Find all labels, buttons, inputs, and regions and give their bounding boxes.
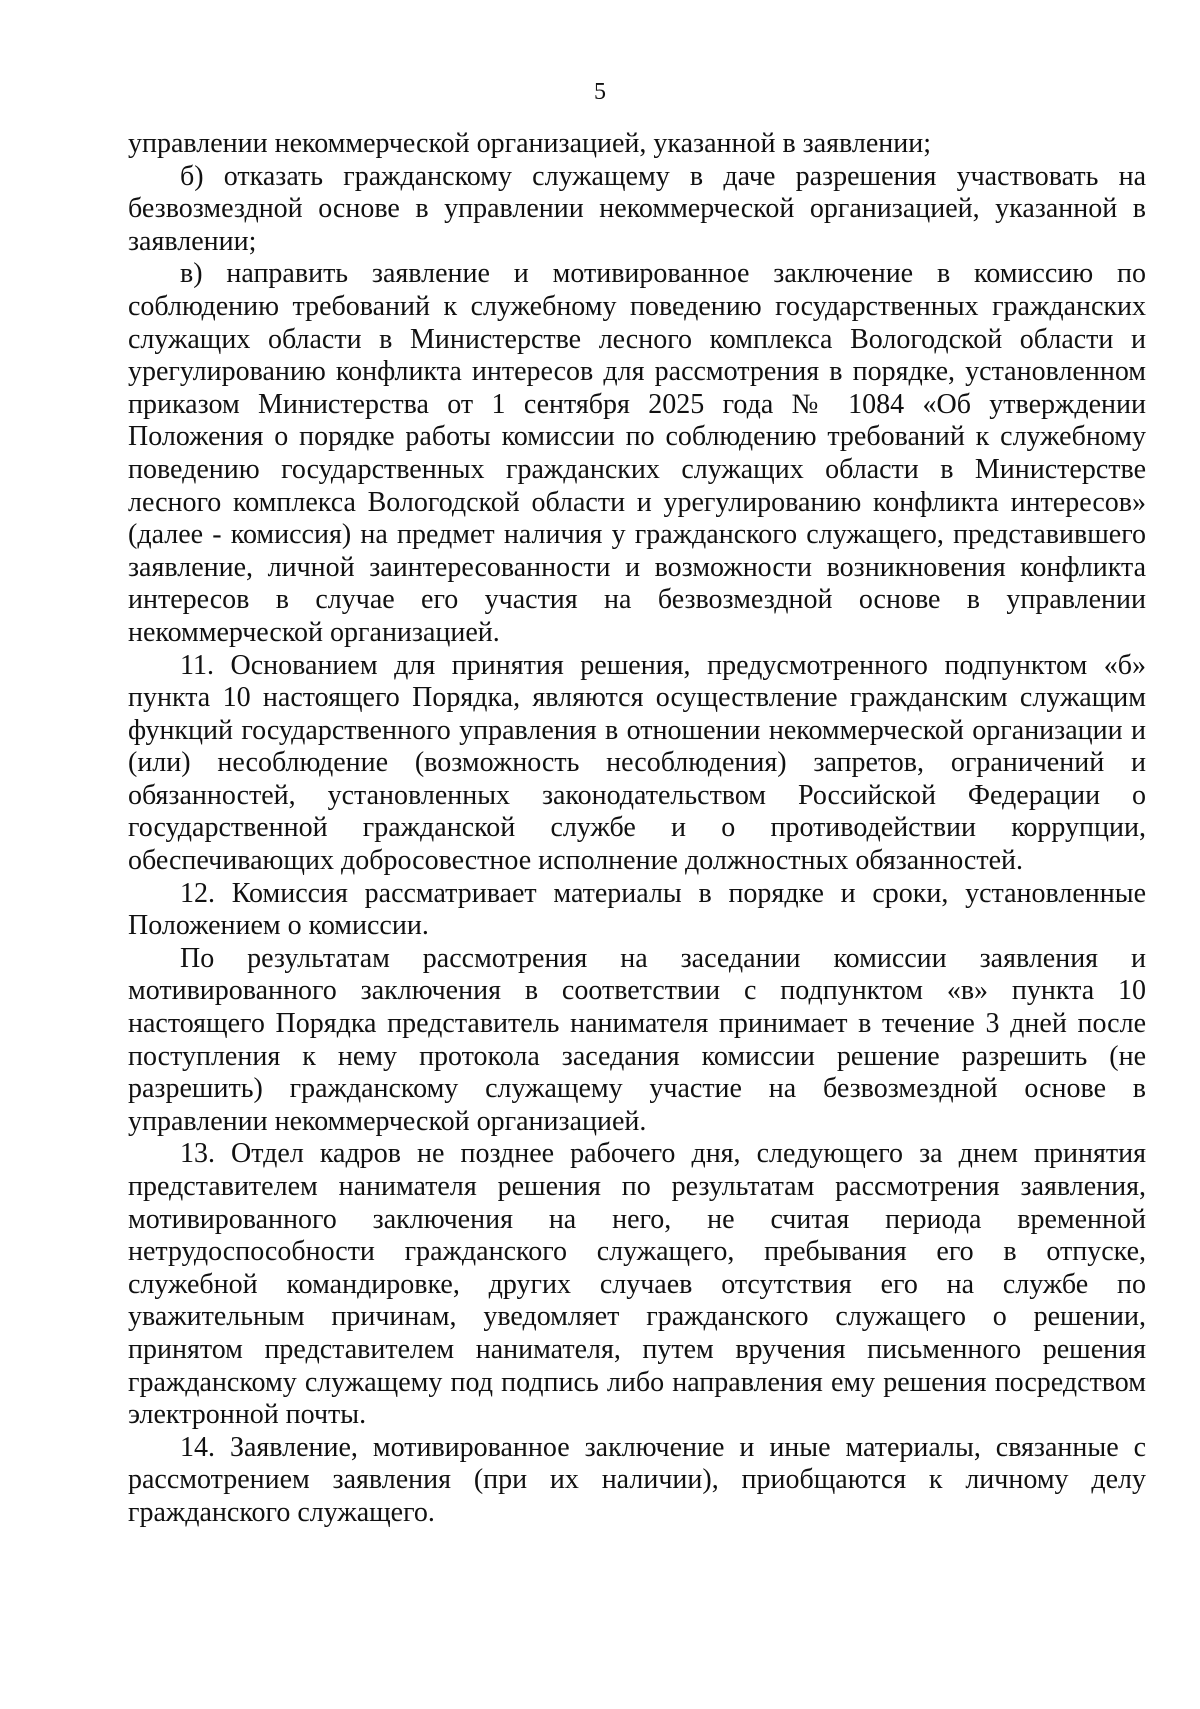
paragraph-subitem-v: в) направить заявление и мотивированное заключение в комиссию по соблюдению требований к служебному поведению государственных гражданских служащих области в Министерстве лесного комплекса Вологодской области и урегулированию конфликта интересов для рассмотрения в порядке, установленном приказом Министерства от 1 сентября 2025 года № 1084 «Об утверждении Положения о порядке работы комиссии по соблюдению требований к служебному поведению государственных гражданских служащих области в Министерстве лесного комплекса Вологодской области и урегулированию конфликта интересов» (далее - комиссия) на предмет наличия у гражданского служащего, представившего заявление, личной заинтересованности и возможности возникновения конфликта интересов в случае его участия на безвозмездной основе в управлении некоммерческой организацией. bbox=[128, 258, 1146, 648]
paragraph-item-13: 13. Отдел кадров не позднее рабочего дня, следующего за днем принятия представителем нанимателя решения по результатам рассмотрения заявления, мотивированного заключения на него, не считая периода временной нетрудоспособности гражданского служащего, пребывания его в отпуске, служебной командировке, других случаев отсутствия его на службе по уважительным причинам, уведомляет гражданского служащего о решении, принятом представителем нанимателя, путем вручения письменного решения гражданскому служащему под подпись либо направления ему решения посредством электронной почты. bbox=[128, 1138, 1146, 1431]
paragraph-item-14: 14. Заявление, мотивированное заключение и иные материалы, связанные с рассмотрением заявления (при их наличии), приобщаются к личному делу гражданского служащего. bbox=[128, 1431, 1146, 1528]
paragraph-item-12-continued: По результатам рассмотрения на заседании комиссии заявления и мотивированного заключения в соответствии с подпунктом «в» пункта 10 настоящего Порядка представитель нанимателя принимает в течение 3 дней после поступления к нему протокола заседания комиссии решение разрешить (не разрешить) гражданскому служащему участие на безвозмездной основе в управлении некоммерческой организацией. bbox=[128, 942, 1146, 1137]
paragraph-continuation: управлении некоммерческой организацией, указанной в заявлении; bbox=[128, 128, 932, 159]
paragraph-item-11: 11. Основанием для принятия решения, предусмотренного подпунктом «б» пункта 10 настоящего Порядка, являются осуществление гражданским служащим функций государственного управления в отношении некоммерческой организации и (или) несоблюдение (возможность несоблюдения) запретов, ограничений и обязанностей, установленных законодательством Российской Федерации о государственной гражданской службе и о противодействии коррупции, обеспечивающих добросовестное исполнение должностных обязанностей. bbox=[128, 649, 1146, 877]
document-body bbox=[128, 128, 1146, 1530]
page-number: 5 bbox=[594, 79, 606, 105]
paragraph-item-12: 12. Комиссия рассматривает материалы в порядке и сроки, установленные Положением о комиссии. bbox=[128, 877, 1146, 942]
paragraph-subitem-b: б) отказать гражданскому служащему в даче разрешения участвовать на безвозмездной основе в управлении некоммерческой организацией, указанной в заявлении; bbox=[128, 160, 1146, 257]
